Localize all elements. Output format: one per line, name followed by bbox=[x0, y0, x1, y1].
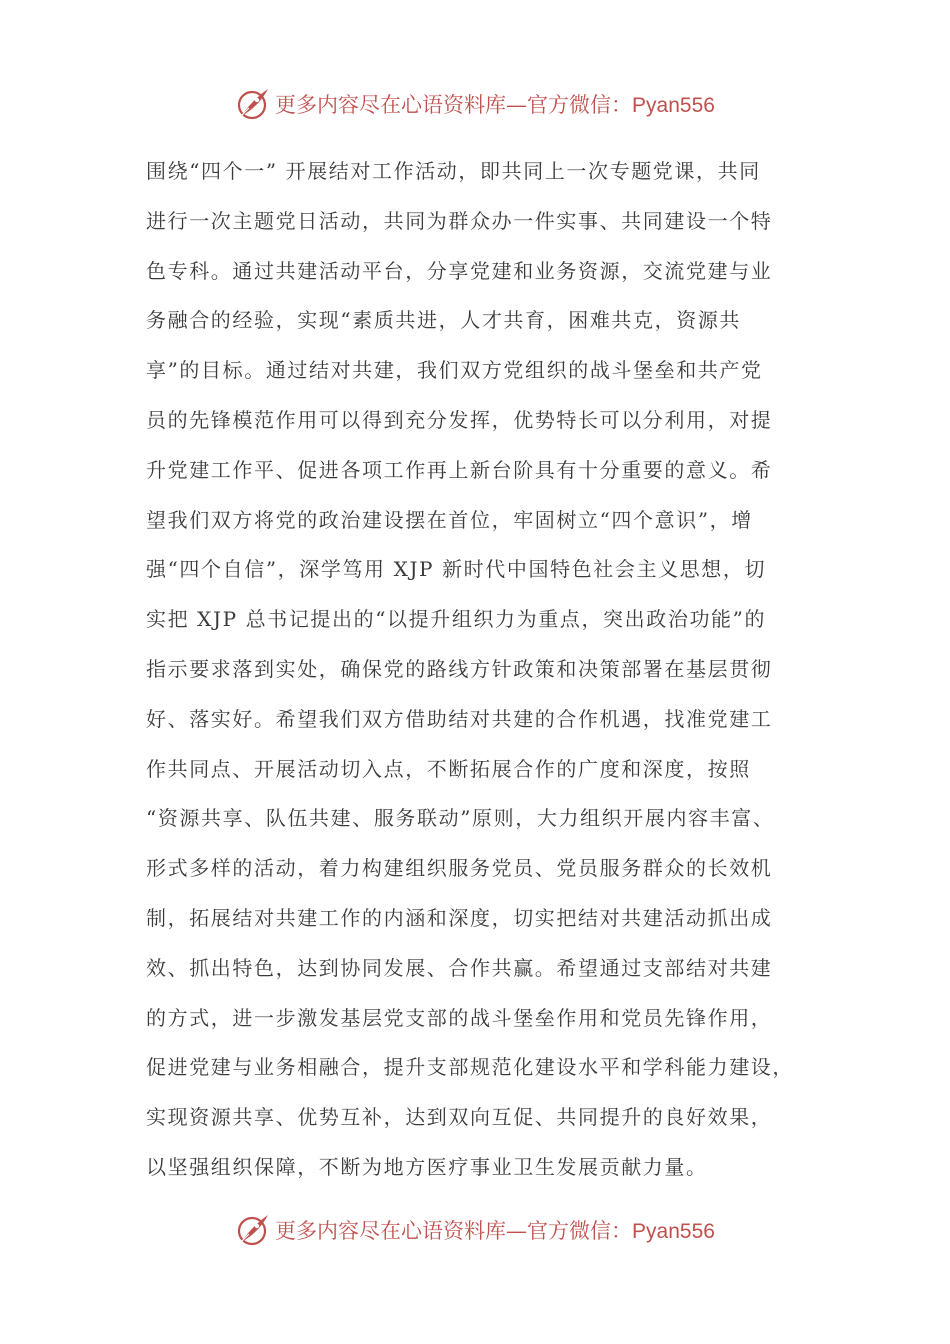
text-line: 实把 XJP 总书记提出的“以提升组织力为重点，突出政治功能”的 bbox=[146, 607, 767, 632]
text-line: 色专科。通过共建活动平台，分享党建和业务资源，交流党建与业 bbox=[146, 258, 773, 283]
footer-wechat-id: Pyan556 bbox=[632, 1220, 715, 1243]
text-line: 促进党建与业务相融合，提升支部规范化建设水平和学科能力建设， bbox=[146, 1055, 794, 1080]
text-line: 强“四个自信”，深学笃用 XJP 新时代中国特色社会主义思想，切 bbox=[146, 557, 767, 582]
text-line: 指示要求落到实处，确保党的路线方针政策和决策部署在基层贯彻 bbox=[146, 656, 773, 681]
header-wechat-id: Pyan556 bbox=[632, 94, 715, 117]
text-line: 好、落实好。希望我们双方借助结对共建的合作机遇，找准党建工 bbox=[146, 706, 773, 731]
footer-banner bbox=[0, 1210, 950, 1250]
text-line: 员的先锋模范作用可以得到充分发挥，优势特长可以分利用，对提 bbox=[146, 407, 773, 432]
text-line: 实现资源共享、优势互补，达到双向互促、共同提升的良好效果， bbox=[146, 1105, 773, 1130]
text-line: 进行一次主题党日活动，共同为群众办一件实事、共同建设一个特 bbox=[146, 208, 773, 233]
quill-pen-logo-icon bbox=[235, 86, 271, 122]
document-body bbox=[146, 147, 826, 1193]
text-line: 作共同点、开展活动切入点，不断拓展合作的广度和深度，按照 bbox=[146, 756, 751, 781]
text-line: 以坚强组织保障，不断为地方医疗事业卫生发展贡献力量。 bbox=[146, 1154, 708, 1179]
text-line: 升党建工作平、促进各项工作再上新台阶具有十分重要的意义。希 bbox=[146, 457, 773, 482]
quill-pen-logo-icon bbox=[235, 1212, 271, 1248]
footer-banner-text bbox=[275, 1215, 715, 1245]
text-line: 享”的目标。通过结对共建，我们双方党组织的战斗堡垒和共产党 bbox=[146, 358, 763, 383]
text-line: 务融合的经验，实现“素质共进，人才共育，困难共克，资源共 bbox=[146, 308, 742, 333]
text-line: 围绕“四个一” 开展结对工作活动，即共同上一次专题党课，共同 bbox=[146, 159, 761, 183]
text-line: “资源共享、队伍共建、服务联动”原则，大力组织开展内容丰富、 bbox=[146, 806, 775, 831]
header-banner-text bbox=[275, 89, 715, 119]
header-banner bbox=[0, 84, 950, 124]
text-line: 的方式，进一步激发基层党支部的战斗堡垒作用和党员先锋作用， bbox=[146, 1005, 773, 1030]
footer-banner-label: 更多内容尽在心语资料库—官方微信： bbox=[275, 1219, 633, 1243]
text-line: 望我们双方将党的政治建设摆在首位，牢固树立“四个意识”，增 bbox=[146, 507, 753, 532]
header-banner-label: 更多内容尽在心语资料库—官方微信： bbox=[275, 93, 633, 117]
text-line: 形式多样的活动，着力构建组织服务党员、党员服务群众的长效机 bbox=[146, 856, 773, 881]
text-line: 制，拓展结对共建工作的内涵和深度，切实把结对共建活动抓出成 bbox=[146, 905, 773, 930]
text-line: 效、抓出特色，达到协同发展、合作共赢。希望通过支部结对共建 bbox=[146, 955, 773, 980]
